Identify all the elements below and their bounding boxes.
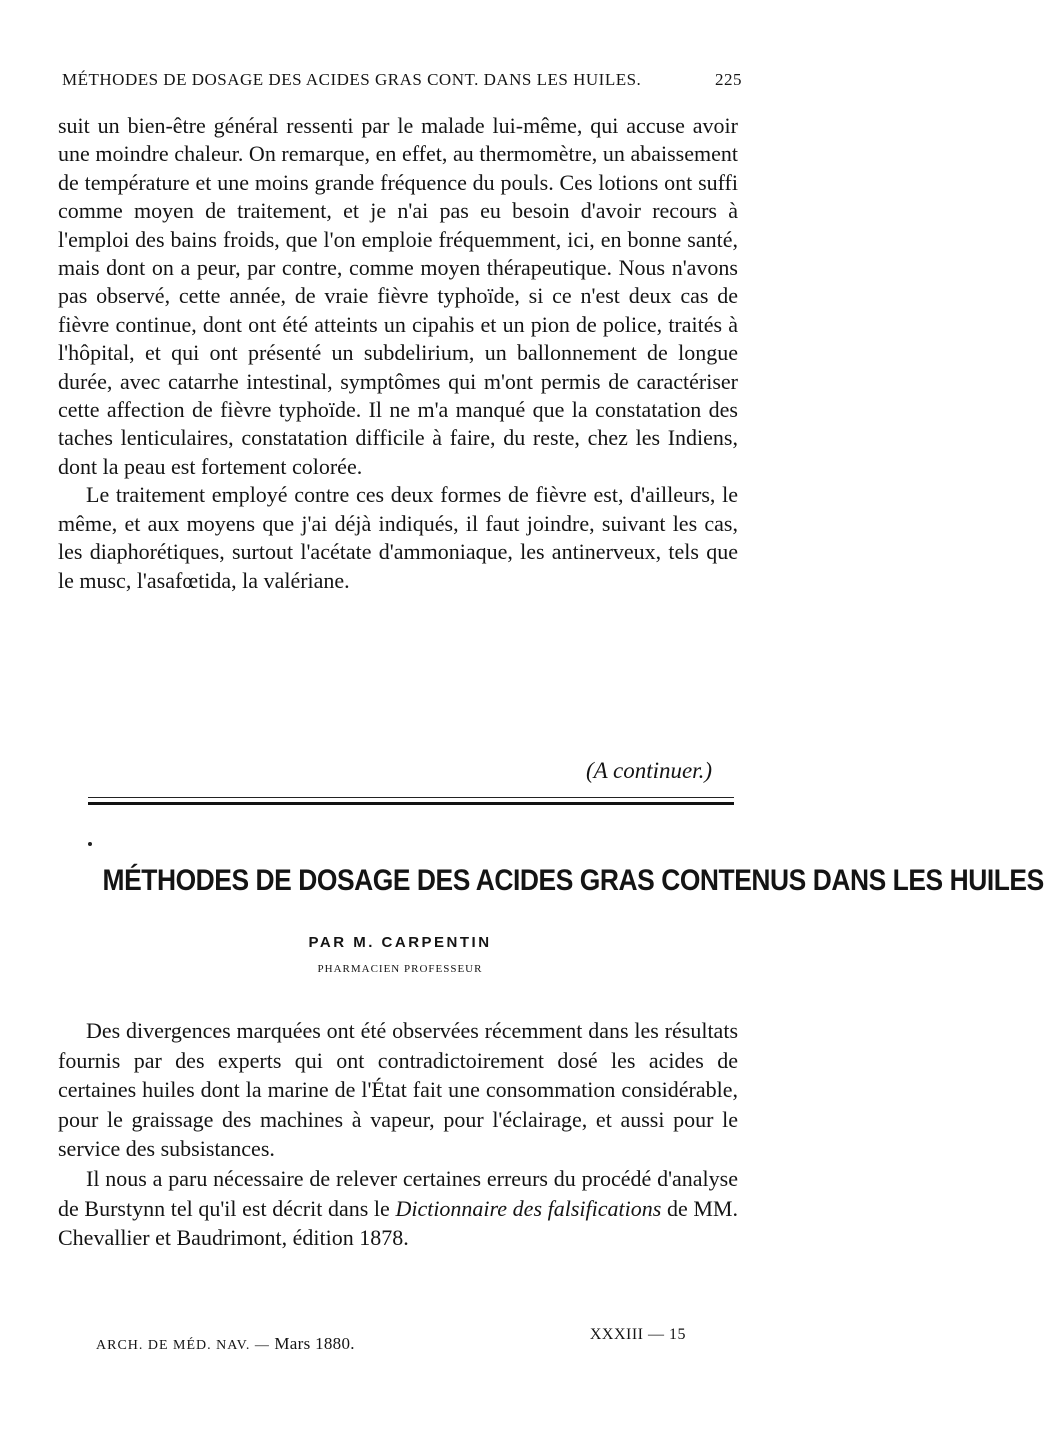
previous-article-text bbox=[58, 112, 738, 595]
journal-name: ARCH. DE MÉD. NAV. — bbox=[96, 1338, 275, 1353]
cited-work-title: Dictionnaire des falsifications bbox=[395, 1195, 662, 1221]
article-title: MÉTHODES DE DOSAGE DES ACIDES GRAS CONTENUS DANS LES HUILES bbox=[102, 864, 1044, 897]
page-number: 225 bbox=[715, 70, 742, 89]
author-affiliation: PHARMACIEN PROFESSEUR bbox=[317, 963, 483, 975]
running-head-title: MÉTHODES DE DOSAGE DES ACIDES GRAS CONT. DANS LES HUILES. bbox=[62, 70, 642, 89]
continuation-note: (A continuer.) bbox=[585, 758, 712, 783]
journal-reference bbox=[96, 1334, 355, 1354]
signature-mark: XXXIII — 15 bbox=[589, 1326, 686, 1343]
article-byline: PAR M. CARPENTIN bbox=[308, 934, 492, 951]
paragraph-text: Il nous a paru nécessaire de relever certaines erreurs du procédé d'analyse de Burstynn tel qu'il est décrit dans le bbox=[58, 1165, 738, 1221]
paragraph: Le traitement employé contre ces deux formes de fièvre est, d'ailleurs, le même, et aux moyens que j'ai déjà indiqués, il faut joindre, suivant les cas, les diaphorétiques, surtout l'acétate d'ammoniaque, les antinerveux, tels que le musc, l'asafœtida, la valériane. bbox=[58, 482, 738, 593]
separator-rule bbox=[88, 797, 734, 798]
issue-date: Mars 1880. bbox=[274, 1334, 355, 1353]
paragraph: Des divergences marquées ont été observées récemment dans les résultats fournis par des experts qui ont contradictoirement dosé les acides de certaines huiles dont la marine de l'État fait une consommation considérable, pour le graissage des machines à vapeur, pour l'éclairage, et aussi pour le service des subsistances. bbox=[58, 1018, 738, 1162]
print-dot bbox=[88, 842, 92, 846]
separator-rule-thick bbox=[88, 802, 734, 805]
paragraph bbox=[58, 1164, 738, 1253]
paragraph: suit un bien-être général ressenti par le malade lui-même, qui accuse avoir une moindre chaleur. On remarque, en effet, au thermomètre, un abaissement de température et une moins grande fréquence du pouls. Ces lotions ont suffi comme moyen de traitement, et je n'ai pas eu besoin d'avoir recours à l'emploi des bains froids, que l'on emploie fréquemment, ici, en bonne santé, mais dont on a peur, par contre, comme moyen thérapeutique. Nous n'avons pas observé, cette année, de vraie fièvre typhoïde, si ce n'est deux cas de fièvre continue, dont ont été atteints un cipahis et un pion de police, traités à l'hôpital, et qui ont présenté un subdelirium, un ballonnement de longue durée, avec catarrhe intestinal, symptômes qui m'ont permis de caractériser cette affection de fièvre typhoïde. Il ne m'a manqué que la constatation des taches lenticulaires, constatation difficile à faire, du reste, chez les Indiens, dont la peau est fortement colorée. bbox=[58, 113, 738, 479]
paragraph-text: de MM. Chevallier et Baudrimont, édition 1878. bbox=[58, 1195, 738, 1251]
article-text bbox=[58, 1016, 738, 1253]
